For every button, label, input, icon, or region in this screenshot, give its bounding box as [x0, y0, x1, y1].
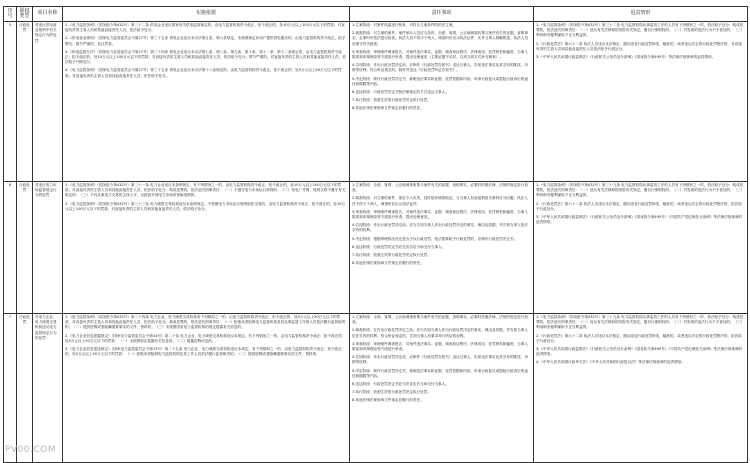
accountability-paragraph: 3.《中华人民共和国行政监察法》《行政机关公务员处分条例》（国务院令第495号）《中国共产党纪律处分条例》等法律法规规章的追责情形。	[536, 347, 743, 357]
header-basis: 实施依据	[63, 7, 350, 22]
duty-paragraph: 1.立案阶段：全面、客观、公正地调查收集与案件有关的证据，查明事实，必要时依照法律、法规的规定进行检查。	[352, 183, 528, 193]
accountability-paragraph: 1.《电力监管条例》（国务院令第432号）第三十九条 电力监管机构从事监管工作的人员有下列情形之一的，依法给予处分；构成犯罪的，依法追究刑事责任：（一）违反有关法律和国务院有关规定，擅自行使职权的；（二）对发现的违法行为不予查处的；（三）利用职务便利谋取不正当利益的。	[536, 183, 745, 198]
duty-paragraph: 3.审查阶段：审理案件调查报告，对案件违法事实、证据、调查取证程序、法律适用、处罚种类和幅度、当事人陈述和申辩理由等方面进行审查，提出处理意见（主要证据不足时，以适当的方式补充调查）。	[352, 49, 528, 60]
duty-paragraph: 6.送达阶段：行政处罚决定书应在宣告后当场交付当事人。	[352, 244, 446, 249]
responsibility-table	[3, 6, 748, 463]
duty-paragraph: 3.审查阶段：审理案件调查报告，对案件违法事实、证据、调查取证程序、法律适用、处罚种类和幅度、当事人陈述和申辩理由等方面进行审查。	[352, 341, 528, 352]
row-duty	[350, 182, 534, 314]
header-item-name: 项目名称	[33, 7, 63, 22]
row-duty	[350, 314, 534, 463]
duty-paragraph: 4.告知阶段：作出行政处罚决定前，应制作《行政处罚告知书》送达当事人，告知违法事实及其享有的陈述、申辩等权利。	[352, 355, 528, 365]
duty-paragraph: 8.其他法律法规规章文件规定应履行的责任。	[352, 106, 424, 111]
duty-paragraph: 4.告知阶段：作出行政处罚决定前，应当告知当事人作出行政处罚决定的事实、理由及依据，并告知当事人依法享有的权利。	[352, 223, 528, 233]
duty-paragraph: 2.调查阶段：对立案的案件，案件承办人员应当及时、全面、客观、公正地调查收集与案件有关的证据，查明事实，必要时可依法进行检查。执法人员不得少于两人，调查时应出示执法证件，允许当事人辩解陈述。执法人员应保守有关秘密。	[352, 31, 529, 46]
accountability-paragraph: 3.《中华人民共和国行政监察法》《行政机关公务员处分条例》（国务院令第495号）《中国共产党纪律处分条例》等法律法规规章的追责情形。	[536, 215, 743, 225]
duty-paragraph: 1.立案阶段：对案件线索进行核查，对符合立案条件的依法立案。	[352, 23, 457, 27]
basis-paragraph: 1.《电力监管条例》（国务院令第432号）第三十一条 电力企业违反本条例规定，有下列情形之一的，由电力监管机构责令改正；拒不改正的，处10万元以上100万元以下的罚款；对直接负责的主管人员和其他直接责任人员，依法给予处分；构成犯罪的，依法追究刑事责任：（一）不遵守电力市场运行规则的；（二）发电厂并网、电网互联不遵守有关规定的；（三）不向从事电力交易的主体公平、无歧视开放电力市场或者输电网的。	[65, 183, 346, 198]
duty-paragraph: 2.调查阶段：对立案的案件，指定专人负责，及时组织调查取证，与当事人有直接利害关系的应当回避。执法人员不得少于两人，调查时应出示执法证件。	[352, 196, 528, 206]
duty-paragraph: 1.立案阶段：全面、客观、公正地调查收集与案件有关的证据，查明事实，必要时依照法律、法规的规定进行检查。	[352, 315, 528, 325]
accountability-paragraph: 2.《行政处罚法》第六十二条 执法人员违反本法规定，擅自改变行政处罚种类、幅度的，或者违反法定的行政处罚程序的，依法给予行政处分。	[536, 333, 742, 343]
accountability-paragraph: 2.《行政处罚法》第六十二条 执法人员违反本法规定，擅自改变行政处罚种类、幅度的，或者违反法定的行政处罚程序的，对直接负责的主管人员和其他直接责任人员依法给予行政处分。	[536, 41, 742, 51]
table-row	[4, 182, 748, 314]
row-duty	[350, 22, 534, 182]
basis-paragraph: 1.《电力监管条例》（国务院令第432号）第三十四条 电力企业、电力调度交易机构有下列情形之一的，由电力监管机构责令改正；拒不改正的，处5万元以上50万元以下的罚款，对直接负责的主管人员和其他直接责任人员，依法给予处分；构成犯罪的，依法追究刑事责任：（一）拒绝或者阻碍电力监管机构及其从事监管工作的人员依法履行监管职责的；（二）提供虚假或者隐瞒重要事实的文件、资料的；（三）未按照国家电力监管机构的规定披露有关信息的。	[65, 315, 346, 330]
table-row	[4, 22, 748, 182]
accountability-paragraph: 1.《电力监管条例》（国务院令第432号）第三十二条 电力监管机构从事监管工作的人员有下列情形之一的，依法给予处分；构成犯罪的，依法追究刑事责任：（一）违反有关法律和国务院有关规定，擅自行使职权的；（二）对发现的违法行为不予查处的；（三）利用职务便利谋取不正当利益的。	[536, 23, 745, 38]
row-power-type: 行政处罚	[17, 182, 33, 314]
basis-paragraph: 2.《供电营业规则》（国家电力监管委员会令第27号）第三十五条 供电企业违反本办法第五条、第六条规定，未按照规定向用户提供供电服务的，由电力监管机构责令改正，给予警告；情节严重的，处以罚款。	[65, 36, 346, 46]
duty-paragraph: 6.送达阶段：行政处罚决定书按法律规定的方式送达当事人。	[352, 90, 449, 95]
row-basis	[63, 182, 350, 314]
row-item-name: 对电力企业、电力调度交易机构违反电力监管规定行为的处罚	[33, 314, 63, 463]
duty-paragraph: 5.决定阶段：根据审理情况决定是否予以行政处罚，依法需要给予行政处罚的，应制作行政处罚决定书。	[352, 236, 518, 241]
header-duty: 责任事项	[350, 7, 534, 22]
row-seq: 7	[4, 314, 17, 463]
basis-paragraph: 3.《电力企业信息报送规定》（国家电力监管委员会令第13号）第二十九条 电力企业、电力调度交易机构违反本规定，有下列情形之一的，由电力监管机构责令改正；拒不改正的，处5万元以上50万元以下的罚款：（一）拒绝或者阻碍电力监管机构及其工作人员依法履行监管职责的；（二）提供虚假或者隐瞒重要事实的文件、资料的。	[65, 347, 342, 357]
row-power-type: 行政处罚	[17, 22, 33, 182]
duty-paragraph: 2.调查阶段：在作出行政处罚决定之前，应当告知当事人作出行政处罚决定的事实、理由及依据，并告知当事人依法享有的权利；符合听证规定的，告知当事人有要求举行听证的权利。	[352, 328, 528, 338]
watermark: PV00.COM	[5, 445, 57, 455]
row-seq: 6	[4, 182, 17, 314]
row-accountability	[534, 314, 748, 463]
duty-paragraph: 6.送达阶段：行政处罚决定书应当在宣告后当场交付当事人。	[352, 382, 449, 387]
table-header-row	[4, 7, 748, 22]
duty-paragraph: 5.决定阶段：制作行政处罚决定书，载明违法事实和证据、处罚依据和内容、申请行政复议或提起行政诉讼的途径和期限等内容。	[352, 368, 528, 378]
duty-paragraph: 8.其他法律法规规章文件规定应履行的责任。	[352, 261, 424, 266]
header-accountability: 追责情形	[534, 7, 748, 22]
accountability-paragraph: 1.《电力监管条例》（国务院令第432号）第三十九条 电力监管机构从事监管工作的人员有下列情形之一的，依法给予处分；构成犯罪的，依法追究刑事责任：（一）违反有关法律和国务院有关规定，擅自行使职权的；（二）对发现的违法行为不予查处的；（三）利用职务便利谋取不正当利益的。	[536, 315, 745, 330]
duty-paragraph: 7.执行阶段：依照生效的行政处罚决定执行处罚。	[352, 98, 431, 103]
row-item-name: 对违反电力市场监管规定行为的处罚	[33, 182, 63, 314]
accountability-paragraph: 3.《中华人民共和国行政监察法》《行政机关公务员处分条例》（国务院令第495号）等法律法规规章的追责情形。	[536, 55, 716, 60]
duty-paragraph: 5.决定阶段：制作行政处罚决定书，载明违法事实和证据、处罚依据和内容、申请行政复议或提起行政诉讼的途径和期限等内容。	[352, 76, 528, 86]
row-accountability	[534, 182, 748, 314]
row-power-type: 行政处罚	[17, 314, 33, 463]
duty-paragraph: 8.其他法律法规规章文件规定应履行的责任。	[352, 398, 424, 403]
basis-paragraph: 3.《供电监管办法》（国家电力监管委员会令第27号）第三十四条 供电企业违反本办法第七条、第八条、第九条、第十条、第十一条、第十二条规定的，由电力监管机构责令改正；拒不改正的，处10万元以上100万元以下的罚款；对直接负责的主管人员和其他直接责任人员，依法给予处分；情节严重的，对直接负责的主管人员和其他直接责任人员，依法给予开除处分。	[65, 49, 346, 65]
duty-paragraph: 7.执行阶段：依照生效的行政处罚决定执行处罚。	[352, 253, 431, 258]
duty-paragraph: 7.执行阶段：依照生效的行政处罚决定执行处罚。	[352, 390, 431, 395]
header-seq: 序号	[4, 7, 17, 22]
basis-paragraph: 2.《电力监管条例》（国务院令第432号）第三十三条 电力调度交易机构违反本条例规定，不按照电力市场运行规则组织交易的，由电力监管机构责令改正；拒不改正的，处10万元以上100万元以下的罚款；对直接负责的主管人员和其他直接责任人员，依法给予处分。	[65, 201, 346, 211]
row-accountability	[534, 22, 748, 182]
row-seq: 5	[4, 22, 17, 182]
accountability-paragraph: 4.《中华人民共和国行政许可法》《中华人民共和国行政复议法》等法律法规规章的追责情形。	[536, 360, 685, 365]
basis-paragraph: 4.《电力监管条例》（国家电力监管委员会令第27号）第三十五条 供电企业违反本办法第十八条规定的，由电力监管机构责令改正，拒不改正的，处5万元以上50万元以下的罚款；对直接负责的主管人员和其他直接责任人员，依法给予处分。	[65, 68, 342, 78]
duty-paragraph: 3.审查阶段：审理案件调查报告，对案件违法事实、证据、调查取证程序、法律适用、处罚种类和幅度、当事人陈述和申辩理由等方面进行审查，提出处理意见。	[352, 209, 528, 220]
header-power-type: 职权类型	[17, 7, 33, 22]
row-item-name: 对违反供电营业规则中有关规定行为的处罚	[33, 22, 63, 182]
basis-paragraph: 2.《电力企业信息披露规定》（国家电力监管委员会令第14号）第二十条 电力企业、电力调度交易机构违反本规定，有下列情形之一的，由电力监管机构责令改正；拒不改正的，处5万元以上50万元以下的罚款：（一）未按照规定披露有关信息的；（二）披露虚假信息的。	[65, 333, 346, 343]
row-basis	[63, 22, 350, 182]
table-row	[4, 314, 748, 463]
accountability-paragraph: 2.《行政处罚法》第六十二条 执法人员违反本法规定，擅自改变行政处罚种类、幅度的，或者违反法定的行政处罚程序的，依法给予行政处分。	[536, 201, 742, 211]
basis-paragraph: 1.《电力监管条例》（国务院令第432号）第三十二条 供电企业违反国家有关供电监管规定的，由电力监管机构责令改正，拒不改正的，处10万元以上100万元以下的罚款；对直接负责的主管人员和其他直接责任人员，依法给予处分。	[65, 23, 345, 33]
duty-paragraph: 4.告知阶段：作出行政处罚决定前，应制作《行政处罚告知书》送达当事人，告知违法事实及其享有的陈述、申辩等权利。符合听证规定的，制作并送达《行政处罚听证告知书》。	[352, 63, 528, 73]
row-basis	[63, 314, 350, 463]
